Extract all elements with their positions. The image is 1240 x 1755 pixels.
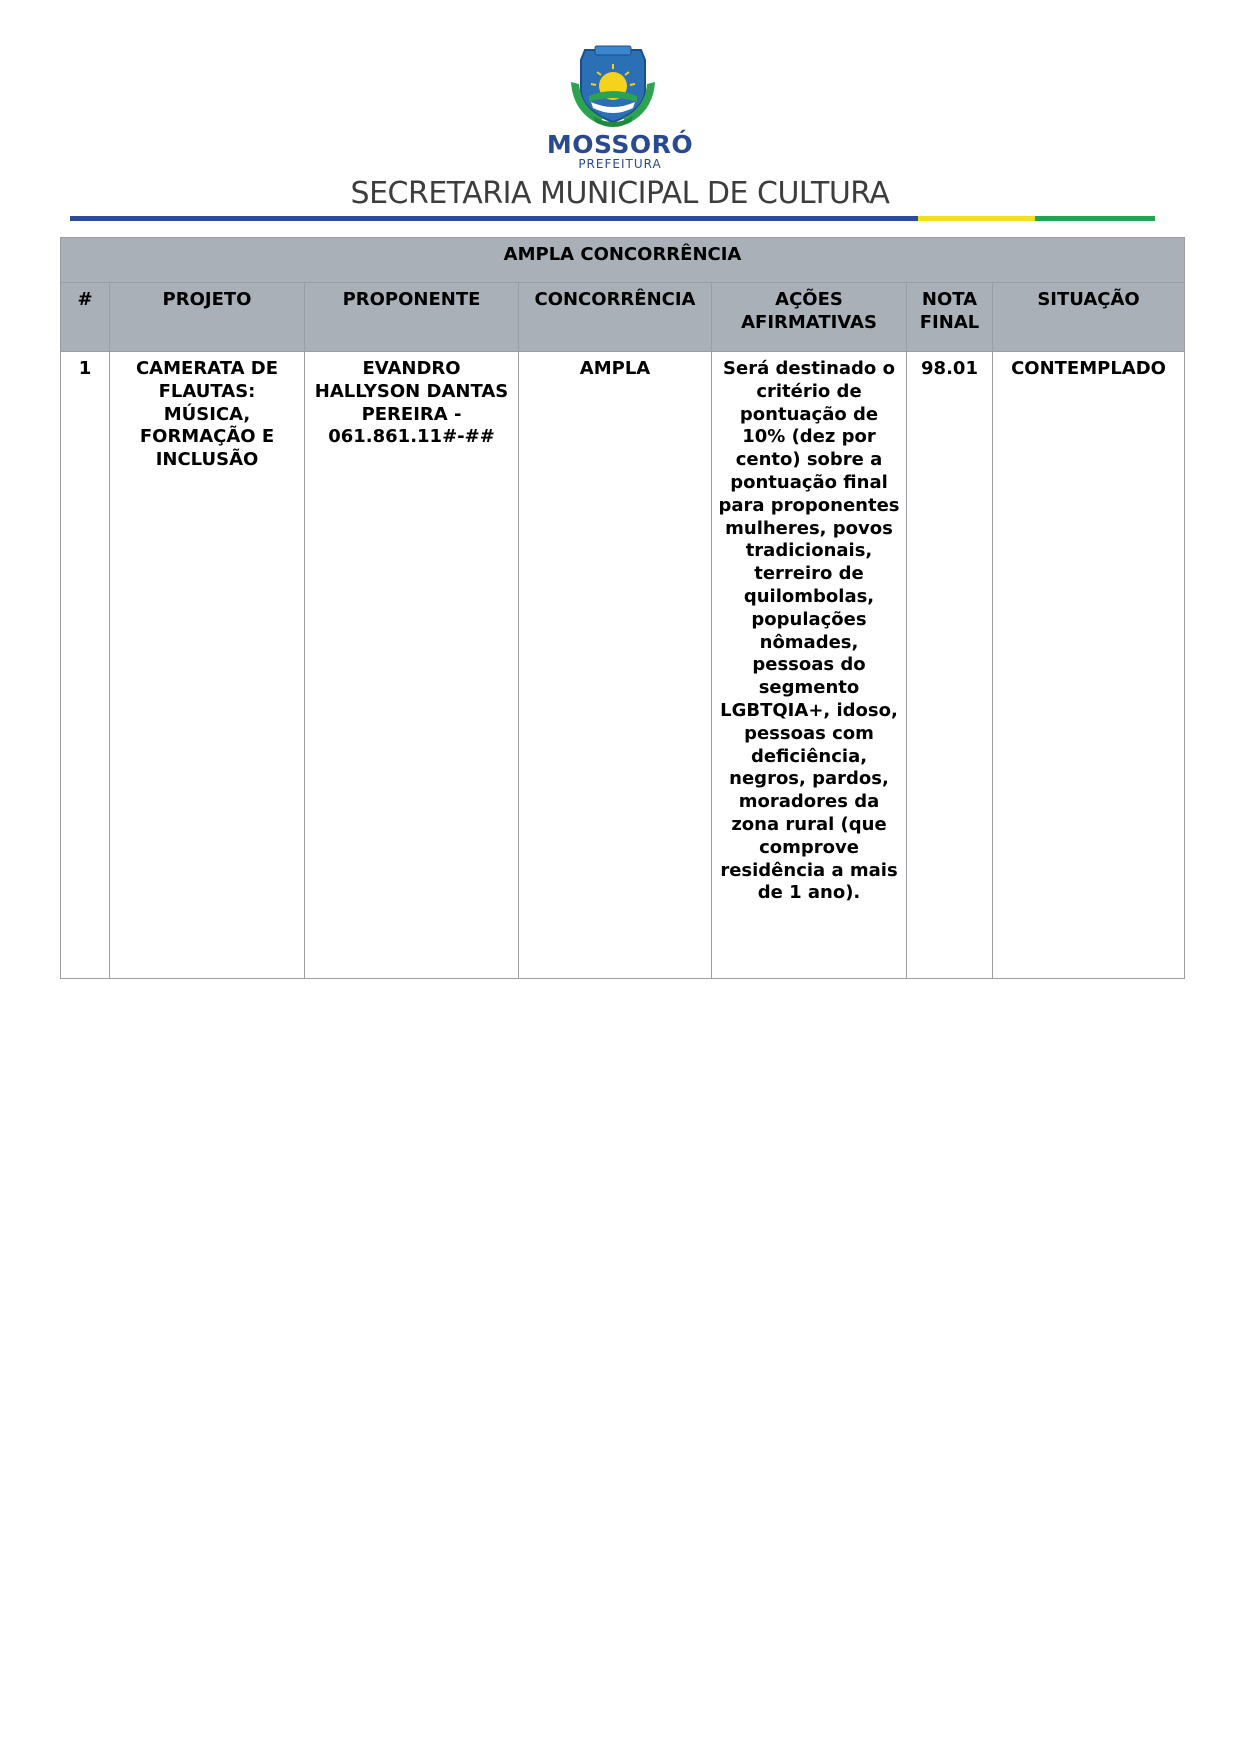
stripe-green — [1035, 216, 1155, 221]
cell-situacao: CONTEMPLADO — [993, 352, 1185, 979]
section-title: AMPLA CONCORRÊNCIA — [61, 238, 1185, 283]
results-table — [60, 237, 1185, 979]
cell-proponente: EVANDRO HALLYSON DANTAS PEREIRA - 061.861.11#-## — [305, 352, 519, 979]
stripe-blue — [70, 216, 918, 221]
cell-projeto: CAMERATA DE FLAUTAS: MÚSICA, FORMAÇÃO E INCLUSÃO — [110, 352, 305, 979]
stripe-yellow — [918, 216, 1035, 221]
brand-subtitle: PREFEITURA — [578, 157, 662, 171]
column-header-proponente: PROPONENTE — [305, 283, 519, 352]
column-header-nota-final: NOTA FINAL — [907, 283, 993, 352]
table-row — [61, 352, 1185, 979]
cell-number: 1 — [61, 352, 110, 979]
secretaria-title: SECRETARIA MUNICIPAL DE CULTURA — [350, 176, 890, 211]
brand-name: MOSSORÓ — [546, 130, 694, 159]
column-header-acoes-afirmativas: AÇÕES AFIRMATIVAS — [712, 283, 907, 352]
cell-concorrencia: AMPLA — [519, 352, 712, 979]
document-header — [0, 0, 1240, 230]
column-header-situacao: SITUAÇÃO — [993, 283, 1185, 352]
cell-acoes-afirmativas: Será destinado o critério de pontuação de 10% (dez por cento) sobre a pontuação final para proponentes mulheres, povos tradicionais, terreiro de quilombolas, populações nômades, pessoas do segmento LGBTQIA+, idoso, pessoas com deficiência, negros, pardos, moradores da zona rural (que comprove residência a mais de 1 ano). — [712, 352, 907, 979]
column-header-projeto: PROJETO — [110, 283, 305, 352]
column-header-number: # — [61, 283, 110, 352]
cell-nota-final: 98.01 — [907, 352, 993, 979]
mossoro-crest-icon — [563, 42, 663, 130]
column-header-concorrencia: CONCORRÊNCIA — [519, 283, 712, 352]
